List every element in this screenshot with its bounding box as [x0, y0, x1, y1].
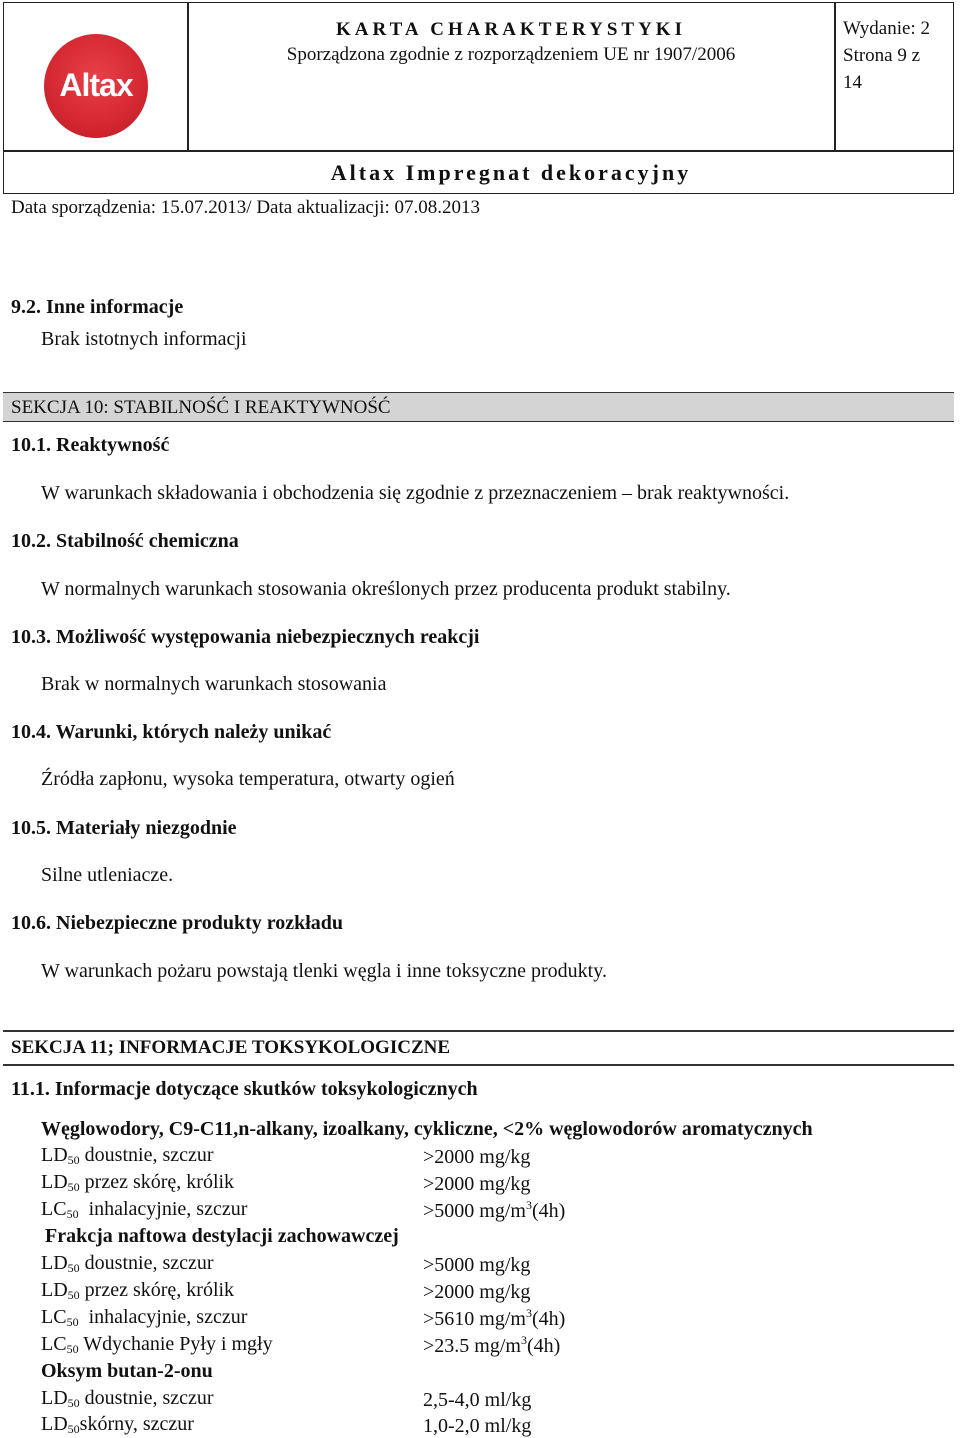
- tox-row-label: $LD_{50}$ przez skórę, królik: [41, 1279, 235, 1302]
- section-10-bar: [3, 392, 954, 422]
- subsection-text: Brak istotnych informacji: [41, 328, 247, 350]
- tox-row-value: 1,0-2,0 ml/kg: [423, 1415, 532, 1437]
- tox-row-value: 2,5-4,0 ml/kg: [423, 1389, 532, 1411]
- header-divider: [3, 150, 954, 152]
- subsection-heading: 10.5. Materiały niezgodnie: [11, 817, 237, 839]
- header-divider: [834, 2, 836, 150]
- product-name: Altax Impregnat dekoracyjny: [330, 160, 692, 185]
- subsection-heading: 10.4. Warunki, których należy unikać: [11, 721, 332, 743]
- page-number: Strona 9 z 14: [843, 45, 921, 93]
- tox-row-label: $LD_{50}skórny$, szczur: [41, 1413, 194, 1436]
- tox-row-label: $LC_{50}$ Wdychanie Pyły i mgły: [41, 1333, 273, 1356]
- document-title: KARTA CHARAKTERYSTYKI: [336, 19, 686, 40]
- tox-row-label: $LD_{50}$ przez skórę, królik: [41, 1171, 235, 1194]
- section-title: SEKCJA 10: STABILNOŚĆ I REAKTYWNOŚĆ: [11, 397, 391, 418]
- subsection-text: Brak w normalnych warunkach stosowania: [41, 673, 387, 695]
- tox-row-label: $LD_{50}$ doustnie, szczur: [41, 1144, 214, 1167]
- altax-logo: [44, 34, 148, 138]
- subsection-text: Silne utleniacze.: [41, 864, 174, 886]
- tox-row-label: $LC_{50}$ inhalacyjnie, szczur: [41, 1306, 248, 1329]
- tox-row-value: >2000 mg/kg: [423, 1173, 531, 1195]
- edition: Wydanie: 2: [843, 18, 930, 39]
- section-title: SEKCJA 11; INFORMACJE TOKSYKOLOGICZNE: [11, 1037, 451, 1058]
- tox-row-label: $LD_{50}$ doustnie, szczur: [41, 1387, 214, 1410]
- tox-row-value: >2000 mg/kg: [423, 1281, 531, 1303]
- document-dates: Data sporządzenia: 15.07.2013/ Data aktualizacji: 07.08.2013: [11, 197, 481, 218]
- logo-text: Altax: [59, 66, 133, 103]
- substance-name: Oksym butan-2-onu: [41, 1360, 213, 1382]
- subsection-text: W normalnych warunkach stosowania określonych przez producenta produkt stabilny.: [41, 578, 731, 600]
- subsection-text: W warunkach pożaru powstają tlenki węgla i inne toksyczne produkty.: [41, 960, 607, 982]
- subsection-heading: 10.1. Reaktywność: [11, 434, 170, 456]
- subsection-heading: 10.2. Stabilność chemiczna: [11, 530, 239, 552]
- tox-row-value: >23.5 $mg/m^3(4h)$: [423, 1333, 561, 1357]
- subsection-heading: 9.2. Inne informacje: [11, 296, 184, 318]
- tox-row-value: >2000 mg/kg: [423, 1146, 531, 1168]
- section-divider: [3, 1064, 954, 1066]
- edition-page-info: [843, 15, 943, 96]
- tox-row-value: >5000 $mg/m^3(4h)$: [423, 1198, 566, 1222]
- tox-row-label: $LC_{50}$ inhalacyjnie, szczur: [41, 1198, 248, 1221]
- subsection-heading: 10.3. Możliwość występowania niebezpiecznych reakcji: [11, 626, 480, 648]
- section-divider: [3, 1030, 954, 1032]
- tox-row-value: >5610 $mg/m^3(4h)$: [423, 1306, 566, 1330]
- subsection-heading: 11.1. Informacje dotyczące skutków toksykologicznych: [11, 1078, 478, 1100]
- subsection-text: Źródła zapłonu, wysoka temperatura, otwarty ogień: [41, 768, 455, 790]
- substance-name: Węglowodory, C9-C11,n-alkany, izoalkany, cykliczne, <2% węglowodorów aromatycznych: [41, 1118, 813, 1140]
- document-subtitle: Sporządzona zgodnie z rozporządzeniem UE nr 1907/2006: [286, 44, 736, 65]
- substance-name: Frakcja naftowa destylacji zachowawczej: [45, 1225, 399, 1247]
- subsection-text: W warunkach składowania i obchodzenia się zgodnie z przeznaczeniem – brak reaktywności.: [41, 482, 790, 504]
- tox-row-value: >5000 mg/kg: [423, 1254, 531, 1276]
- tox-row-label: $LD_{50}$ doustnie, szczur: [41, 1252, 214, 1275]
- subsection-heading: 10.6. Niebezpieczne produkty rozkładu: [11, 912, 344, 934]
